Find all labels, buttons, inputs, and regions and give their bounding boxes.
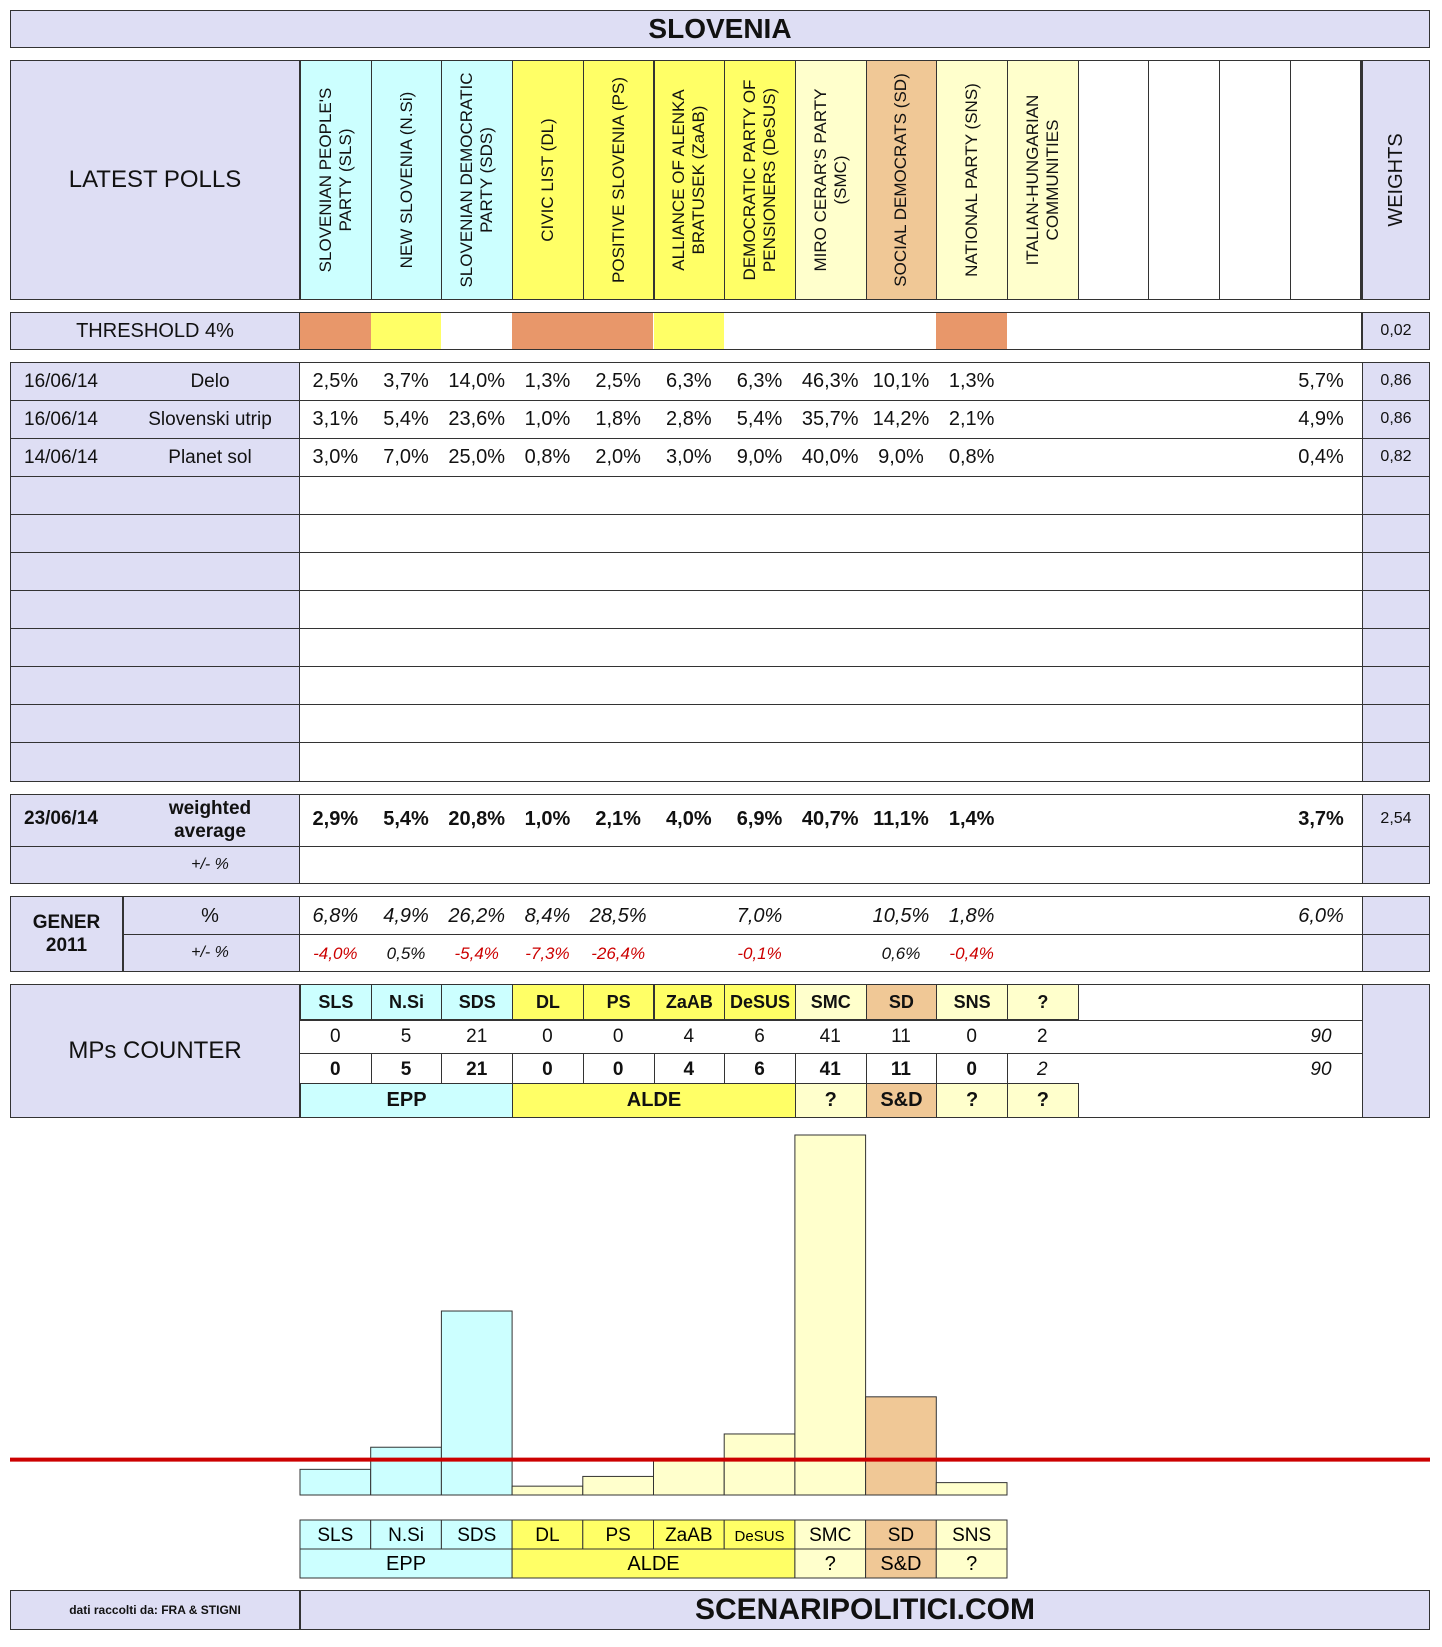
party-header-empty — [1219, 60, 1291, 300]
mps-label-cell — [10, 984, 300, 1118]
poll-value: 14,2% — [872, 408, 930, 430]
poll-value: 2,0% — [595, 446, 641, 468]
poll-value: 1,3% — [524, 370, 571, 392]
footer-credit: dati raccolti da: FRA & STIGNI — [69, 1603, 241, 1617]
gener-delta-value: 0,5% — [386, 944, 426, 963]
mps-row2-value: 0 — [542, 1059, 553, 1080]
mps-abbr-SMC: SMC — [795, 984, 867, 1020]
party-header-SD — [866, 60, 938, 300]
page-title: SLOVENIA — [648, 13, 792, 44]
poll-others: 4,9% — [1298, 408, 1344, 430]
poll-value: 1,8% — [595, 408, 641, 430]
mps-row1-value: 0 — [612, 1026, 624, 1047]
average-divider — [10, 846, 1430, 847]
threshold-label: THRESHOLD 4% — [76, 319, 234, 342]
poll-others: 0,4% — [1298, 446, 1344, 468]
party-header-? — [1007, 60, 1079, 300]
mps-divider — [300, 1020, 1362, 1021]
gener-label-cell — [10, 896, 123, 972]
party-header-SDS — [441, 60, 513, 300]
poll-value: 1,0% — [524, 408, 571, 430]
poll-value: 35,7% — [801, 408, 859, 430]
poll-date: 16/06/14 — [24, 409, 98, 430]
mps-abbr-SLS: SLS — [300, 984, 372, 1020]
threshold-weight: 0,02 — [1380, 322, 1412, 339]
poll-source: Planet sol — [168, 447, 252, 468]
average-others: 3,7% — [1298, 808, 1344, 830]
party-header-PS — [583, 60, 655, 300]
poll-value: 46,3% — [801, 370, 859, 392]
poll-value: 14,0% — [448, 370, 506, 392]
poll-row-divider — [10, 438, 1430, 439]
category-label: SDS — [457, 1525, 497, 1546]
party-name: POSITIVE SLOVENIA (PS) — [608, 77, 628, 283]
poll-others: 5,7% — [1298, 370, 1344, 392]
threshold-cell — [936, 313, 1007, 349]
mps-divider — [300, 1053, 1362, 1054]
average-value: 40,7% — [801, 808, 859, 830]
group-label: ALDE — [627, 1553, 680, 1575]
threshold-cell — [512, 313, 583, 349]
poll-value: 10,1% — [872, 370, 930, 392]
bar-DL — [512, 1486, 583, 1495]
mps-weight-column — [1362, 984, 1430, 1118]
bar-SNS — [936, 1483, 1007, 1495]
footer-site-cell — [300, 1590, 1430, 1630]
poll-weight: 0,86 — [1380, 372, 1412, 389]
average-value: 1,4% — [948, 808, 995, 830]
bar-SMC — [795, 1135, 866, 1495]
mps-row2-value: 0 — [330, 1059, 341, 1080]
average-value: 1,0% — [524, 808, 571, 830]
mps-group: ? — [1007, 1083, 1079, 1118]
mps-abbr-PS: PS — [583, 984, 655, 1020]
threshold-cell — [724, 313, 795, 349]
mps-row2-value: 0 — [612, 1059, 624, 1080]
poll-value: 25,0% — [448, 446, 506, 468]
mps-row1-value: 4 — [683, 1026, 695, 1047]
gener-delta-value: -26,4% — [591, 944, 646, 963]
poll-value: 0,8% — [948, 446, 995, 468]
poll-source: Slovenski utrip — [148, 409, 272, 430]
mps-abbr-ZaAB: ZaAB — [654, 984, 726, 1020]
average-value: 11,1% — [873, 808, 929, 830]
party-name: CIVIC LIST (DL) — [537, 118, 557, 242]
gener-delta-value: -5,4% — [454, 944, 499, 963]
gener-delta-value: -4,0% — [313, 944, 358, 963]
party-name: NATIONAL PARTY (SNS) — [962, 83, 982, 277]
bar-SDS — [441, 1311, 512, 1495]
party-header-DeSUS — [724, 60, 796, 300]
footer-credit-cell — [10, 1590, 300, 1630]
category-label: SD — [887, 1525, 915, 1546]
average-weight: 2,54 — [1380, 810, 1412, 827]
poll-row-divider — [10, 552, 1430, 553]
poll-date: 16/06/14 — [24, 371, 98, 392]
gener-pct-value: 1,8% — [948, 905, 995, 927]
mps-row1-value: 21 — [466, 1026, 488, 1047]
threshold-cell — [300, 313, 371, 349]
mps-abbr-N.Si: N.Si — [371, 984, 443, 1020]
party-name: NEW SLOVENIA (N.Si) — [396, 91, 416, 269]
party-name: DEMOCRATIC PARTY OF PENSIONERS (DeSUS) — [740, 79, 780, 281]
mps-row1-value: 5 — [400, 1026, 412, 1047]
poll-value: 9,0% — [878, 446, 924, 468]
party-name: SLOVENIAN PEOPLE'S PARTY (SLS) — [315, 87, 355, 273]
gener-delta-label: +/- % — [191, 944, 229, 961]
mps-abbr-?: ? — [1007, 984, 1079, 1020]
mps-abbr-DL: DL — [512, 984, 584, 1020]
party-header-empty — [1078, 60, 1150, 300]
poll-row-divider — [10, 704, 1430, 705]
bar-SLS — [300, 1469, 371, 1495]
gener-pct-value: 6,8% — [312, 905, 359, 927]
bar-N.Si — [371, 1447, 442, 1495]
average-value: 4,0% — [666, 808, 712, 830]
poll-value: 6,3% — [736, 370, 783, 392]
poll-value: 9,0% — [736, 446, 783, 468]
gener-pct-value: 10,5% — [872, 905, 930, 927]
poll-value: 6,3% — [666, 370, 712, 392]
group-label: EPP — [386, 1553, 427, 1575]
poll-value: 2,1% — [948, 408, 995, 430]
mps-group: EPP — [300, 1083, 513, 1118]
average-date: 23/06/14 — [24, 808, 98, 829]
poll-value: 7,0% — [383, 446, 429, 468]
threshold-weight-cell — [1362, 312, 1430, 350]
party-name: SLOVENIAN DEMOCRATIC PARTY (SDS) — [457, 72, 497, 288]
mps-abbr-SNS: SNS — [936, 984, 1008, 1020]
party-name: SOCIAL DEMOCRATS (SD) — [891, 73, 911, 287]
poll-value: 5,4% — [383, 408, 429, 430]
party-name: ALLIANCE OF ALENKA BRATUSEK (ZaAB) — [669, 89, 709, 271]
average-value: 20,8% — [448, 808, 506, 830]
mps-abbr-SDS: SDS — [441, 984, 513, 1020]
category-label: SMC — [809, 1525, 852, 1546]
gener-label: GENER 2011 — [32, 912, 101, 956]
threshold-cell — [866, 313, 937, 349]
poll-value: 5,4% — [736, 408, 783, 430]
category-label: DeSUS — [734, 1528, 785, 1545]
bar-SD — [866, 1397, 937, 1495]
mps-row1-value: 6 — [754, 1026, 765, 1047]
group-label: ? — [966, 1553, 978, 1575]
category-label: PS — [605, 1525, 631, 1546]
threshold-cell — [371, 313, 442, 349]
gener-delta-value: -0,4% — [949, 944, 994, 963]
footer-site: SCENARIPOLITICI.COM — [694, 1593, 1035, 1626]
bar-ZaAB — [654, 1460, 725, 1495]
gener-delta-value: -0,1% — [737, 944, 782, 963]
mps-row2-value: 4 — [683, 1059, 695, 1080]
header-label-cell — [10, 60, 300, 300]
weights-label: WEIGHTS — [1385, 133, 1407, 227]
party-name: ITALIAN-HUNGARIAN COMMUNITIES — [1022, 94, 1062, 266]
threshold-cell — [441, 313, 512, 349]
mps-label: MPs COUNTER — [68, 1037, 242, 1064]
mps-group: ? — [936, 1083, 1008, 1118]
party-header-ZaAB — [654, 60, 726, 300]
mps-row1-value: 0 — [966, 1026, 977, 1047]
page-title-box — [10, 10, 1430, 48]
poll-value: 3,0% — [666, 446, 712, 468]
average-value: 2,1% — [595, 808, 641, 830]
mps-row1-total: 90 — [1310, 1026, 1332, 1047]
gener-pct-value: 7,0% — [736, 905, 783, 927]
poll-weight: 0,82 — [1380, 448, 1412, 465]
latest-polls-label: LATEST POLLS — [68, 166, 242, 193]
bar-PS — [583, 1476, 654, 1495]
gener-delta-value: 0,6% — [881, 944, 921, 963]
party-header-empty — [1148, 60, 1220, 300]
threshold-label-cell — [10, 312, 300, 350]
party-header-SNS — [936, 60, 1008, 300]
category-label: ZaAB — [665, 1525, 713, 1546]
category-label: DL — [535, 1525, 560, 1546]
poll-row-divider — [10, 742, 1430, 743]
weights-header — [1362, 60, 1430, 300]
mps-row2-value: 5 — [400, 1059, 412, 1080]
group-label: S&D — [880, 1553, 922, 1575]
average-label: weighted average — [168, 798, 252, 842]
poll-row-divider — [10, 628, 1430, 629]
poll-value: 3,0% — [312, 446, 359, 468]
mps-abbr-SD: SD — [866, 984, 938, 1020]
party-header-empty — [1290, 60, 1362, 300]
mps-row1-value: 0 — [542, 1026, 553, 1047]
average-delta-label: +/- % — [191, 856, 229, 873]
poll-row-divider — [10, 400, 1430, 401]
poll-date: 14/06/14 — [24, 447, 98, 468]
gener-pct-others: 6,0% — [1298, 905, 1344, 927]
poll-row-divider — [10, 514, 1430, 515]
poll-row-divider — [10, 590, 1430, 591]
mps-row2-value: 6 — [754, 1059, 765, 1080]
party-header-N.Si — [371, 60, 443, 300]
gener-delta-value: -7,3% — [525, 944, 570, 963]
poll-value: 3,7% — [383, 370, 429, 392]
gener-pct-value: 8,4% — [524, 905, 571, 927]
poll-row-divider — [10, 666, 1430, 667]
average-value: 5,4% — [383, 808, 429, 830]
average-weight-column — [1362, 794, 1430, 884]
gener-pct-label: % — [201, 905, 219, 927]
poll-value: 3,1% — [312, 408, 359, 430]
mps-row2-total: 90 — [1310, 1059, 1332, 1080]
poll-value: 1,3% — [948, 370, 995, 392]
threshold-cell — [583, 313, 654, 349]
poll-value: 2,5% — [595, 370, 641, 392]
gener-pct-value: 26,2% — [448, 905, 506, 927]
category-label: SNS — [952, 1525, 992, 1546]
poll-value: 2,8% — [666, 408, 712, 430]
threshold-cell — [654, 313, 725, 349]
group-label: ? — [824, 1553, 836, 1575]
mps-row2-value: 11 — [890, 1059, 911, 1080]
gener-divider — [123, 934, 1430, 935]
poll-row-divider — [10, 476, 1430, 477]
mps-row2-value: 41 — [819, 1059, 841, 1080]
mps-row1-value: 2 — [1037, 1026, 1048, 1047]
mps-abbr-DeSUS: DeSUS — [724, 984, 796, 1020]
mps-row2-value: 21 — [466, 1059, 488, 1080]
mps-row2-value: 0 — [966, 1059, 977, 1080]
mps-group: S&D — [866, 1083, 938, 1118]
gener-pct-value: 4,9% — [383, 905, 429, 927]
poll-value: 23,6% — [448, 408, 506, 430]
party-header-SMC — [795, 60, 867, 300]
poll-value: 2,5% — [312, 370, 359, 392]
party-header-SLS — [300, 60, 372, 300]
average-value: 2,9% — [312, 808, 359, 830]
mps-row1-value: 11 — [891, 1026, 911, 1047]
poll-bar-chart — [0, 1125, 1442, 1585]
poll-value: 40,0% — [801, 446, 859, 468]
gener-pct-value: 28,5% — [589, 905, 647, 927]
category-label: SLS — [317, 1525, 354, 1546]
mps-row2-value: 2 — [1037, 1059, 1048, 1080]
mps-row1-value: 0 — [330, 1026, 341, 1047]
mps-group: ? — [795, 1083, 867, 1118]
mps-row1-value: 41 — [819, 1026, 841, 1047]
category-label: N.Si — [388, 1525, 425, 1546]
party-header-DL — [512, 60, 584, 300]
mps-group: ALDE — [512, 1083, 796, 1118]
average-value: 6,9% — [736, 808, 783, 830]
poll-weight: 0,86 — [1380, 410, 1412, 427]
poll-source: Delo — [190, 371, 230, 392]
poll-value: 0,8% — [524, 446, 571, 468]
bar-DeSUS — [724, 1434, 795, 1495]
party-name: MIRO CERAR'S PARTY (SMC) — [810, 88, 850, 272]
threshold-cell — [795, 313, 866, 349]
